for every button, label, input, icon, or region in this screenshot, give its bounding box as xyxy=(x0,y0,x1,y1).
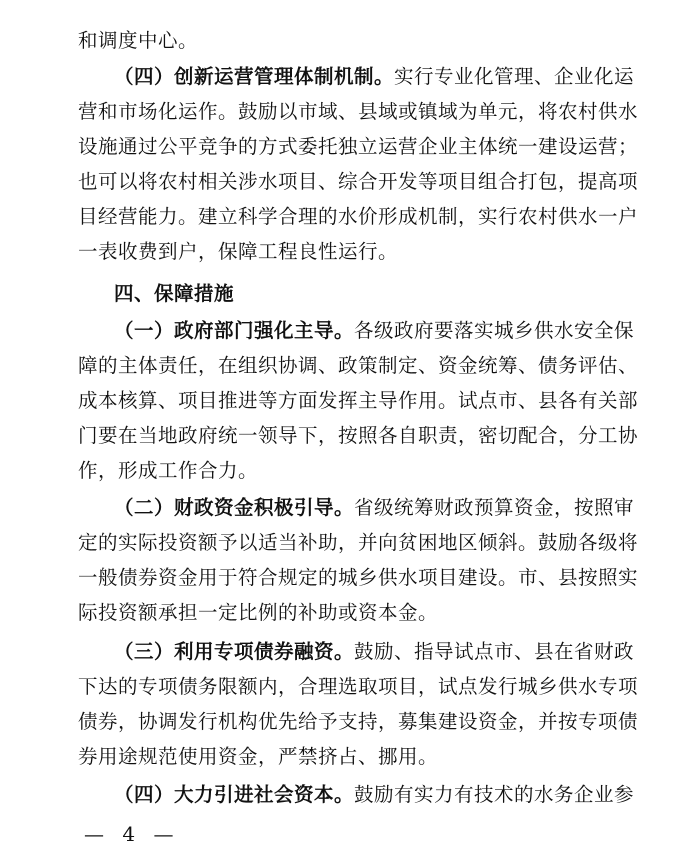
paragraph-first-line: （四）大力引进社会资本。鼓励有实力有技术的水务企业参 xyxy=(114,783,635,806)
text-line: 券用途规范使用资金，严禁挤占、挪用。 xyxy=(78,745,439,768)
section-heading: 四、保障措施 xyxy=(114,282,235,305)
text-line: 一般债券资金用于符合规定的城乡供水项目建设。市、县按照实 xyxy=(78,566,639,589)
page-number: — 4 — xyxy=(84,822,180,846)
paragraph-first-line: （二）财政资金积极引导。省级统筹财政预算资金，按照审 xyxy=(114,496,635,519)
paragraph-first-line: （一）政府部门强化主导。各级政府要落实城乡供水安全保 xyxy=(114,319,635,342)
section-lead: （一）政府部门强化主导。 xyxy=(114,319,355,342)
section-lead: （二）财政资金积极引导。 xyxy=(114,496,355,519)
section-lead: （四）创新运营管理体制机制。 xyxy=(114,65,395,88)
section-lead: （四）大力引进社会资本。 xyxy=(114,783,355,806)
text-line: 也可以将农村相关涉水项目、综合开发等项目组合打包，提高项 xyxy=(78,170,639,193)
text-line: 目经营能力。建立科学合理的水价形成机制，实行农村供水一户 xyxy=(78,205,639,228)
paragraph-first-line: （三）利用专项债券融资。鼓励、指导试点市、县在省财政 xyxy=(114,640,635,663)
text-line: 债券，协调发行机构优先给予支持，募集建设资金，并按专项债 xyxy=(78,710,639,733)
text-line: 际投资额承担一定比例的补助或资本金。 xyxy=(78,601,439,624)
text-line: 和调度中心。 xyxy=(78,29,199,52)
text-line: 定的实际投资额予以适当补助，并向贫困地区倾斜。鼓励各级将 xyxy=(78,531,639,554)
text-line: 一表收费到户，保障工程良性运行。 xyxy=(78,240,399,263)
text-line: 门要在当地政府统一领导下，按照各自职责，密切配合，分工协 xyxy=(78,424,639,447)
text-line: 营和市场化运作。鼓励以市域、县域或镇域为单元，将农村供水 xyxy=(78,100,639,123)
paragraph-first-line: （四）创新运营管理体制机制。实行专业化管理、企业化运 xyxy=(114,65,635,88)
section-lead: （三）利用专项债券融资。 xyxy=(114,640,355,663)
text-line: 障的主体责任，在组织协调、政策制定、资金统筹、债务评估、 xyxy=(78,354,639,377)
text-line: 作，形成工作合力。 xyxy=(78,459,259,482)
text-line: 下达的专项债务限额内，合理选取项目，试点发行城乡供水专项 xyxy=(78,675,639,698)
text-line: 成本核算、项目推进等方面发挥主导作用。试点市、县各有关部 xyxy=(78,389,639,412)
text-line: 设施通过公平竞争的方式委托独立运营企业主体统一建设运营； xyxy=(78,135,639,158)
